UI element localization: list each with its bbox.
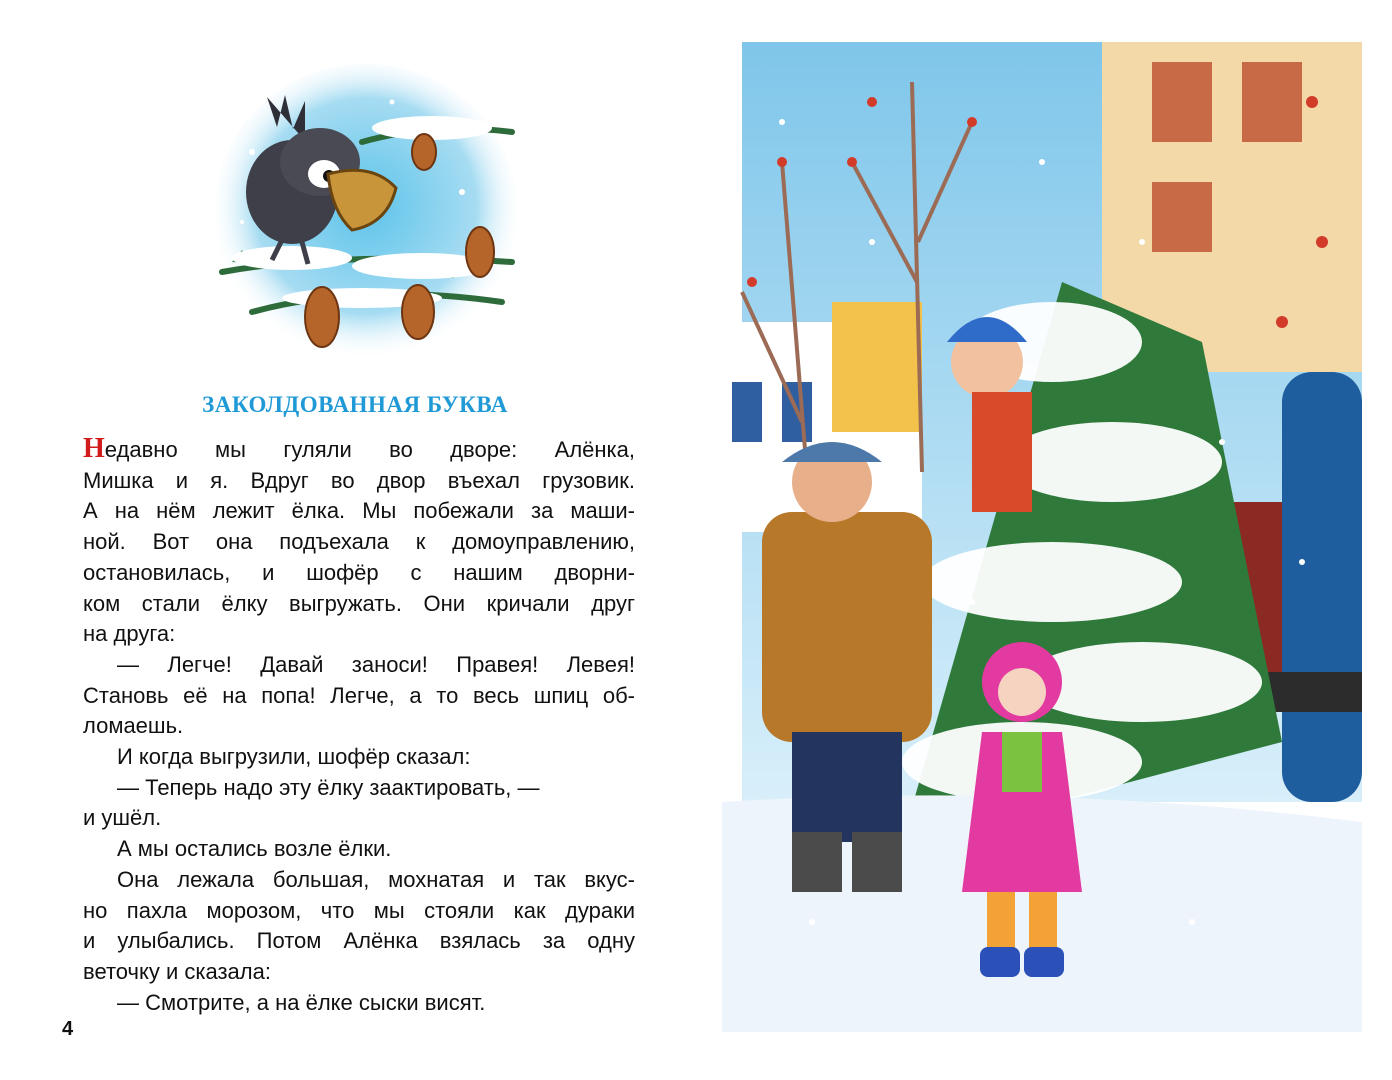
page-number: 4 xyxy=(62,1018,74,1040)
story-line: ломаешь. xyxy=(83,713,184,739)
story-line: веточку и сказала: xyxy=(83,958,271,984)
story-line: Мишка и я. Вдруг во двор въехал грузовик. xyxy=(83,467,635,493)
story-line: но пахла морозом, что мы стояли как дураки xyxy=(83,897,635,923)
story-line: и улыбались. Потом Алёнка взялась за одну xyxy=(83,928,635,954)
story-line: — Смотрите, а на ёлке сыски висят. xyxy=(117,989,486,1015)
story-line: и ушёл. xyxy=(83,805,162,831)
story-line: Недавно мы гуляли во дворе: Алёнка, xyxy=(83,433,635,464)
story-line: А мы остались возле ёлки. xyxy=(117,836,392,862)
story-line: Она лежала большая, мохнатая и так вкус- xyxy=(117,866,635,892)
story-line: на друга: xyxy=(83,621,176,647)
story-text xyxy=(83,434,635,1018)
story-line: остановилась, и шофёр с нашим дворни- xyxy=(83,559,635,585)
story-line: А на нём лежит ёлка. Мы побежали за маши- xyxy=(83,498,635,524)
story-line: Становь её на попа! Легче, а то весь шпиц об- xyxy=(83,682,635,708)
story-title: ЗАКОЛДОВАННАЯ БУКВА xyxy=(202,392,508,417)
winter-scene-illustration xyxy=(722,42,1362,1032)
story-line: ком стали ёлку выгружать. Они кричали друг xyxy=(83,590,635,616)
story-line: — Легче! Давай заноси! Правея! Левея! xyxy=(117,651,635,677)
story-line: — Теперь надо эту ёлку заактировать, — xyxy=(117,774,540,800)
story-line: ной. Вот она подъехала к домоуправлению, xyxy=(83,529,635,555)
crow-vignette-illustration xyxy=(212,62,520,362)
story-line: И когда выгрузили, шофёр сказал: xyxy=(117,744,471,770)
drop-cap: Н xyxy=(83,433,105,464)
